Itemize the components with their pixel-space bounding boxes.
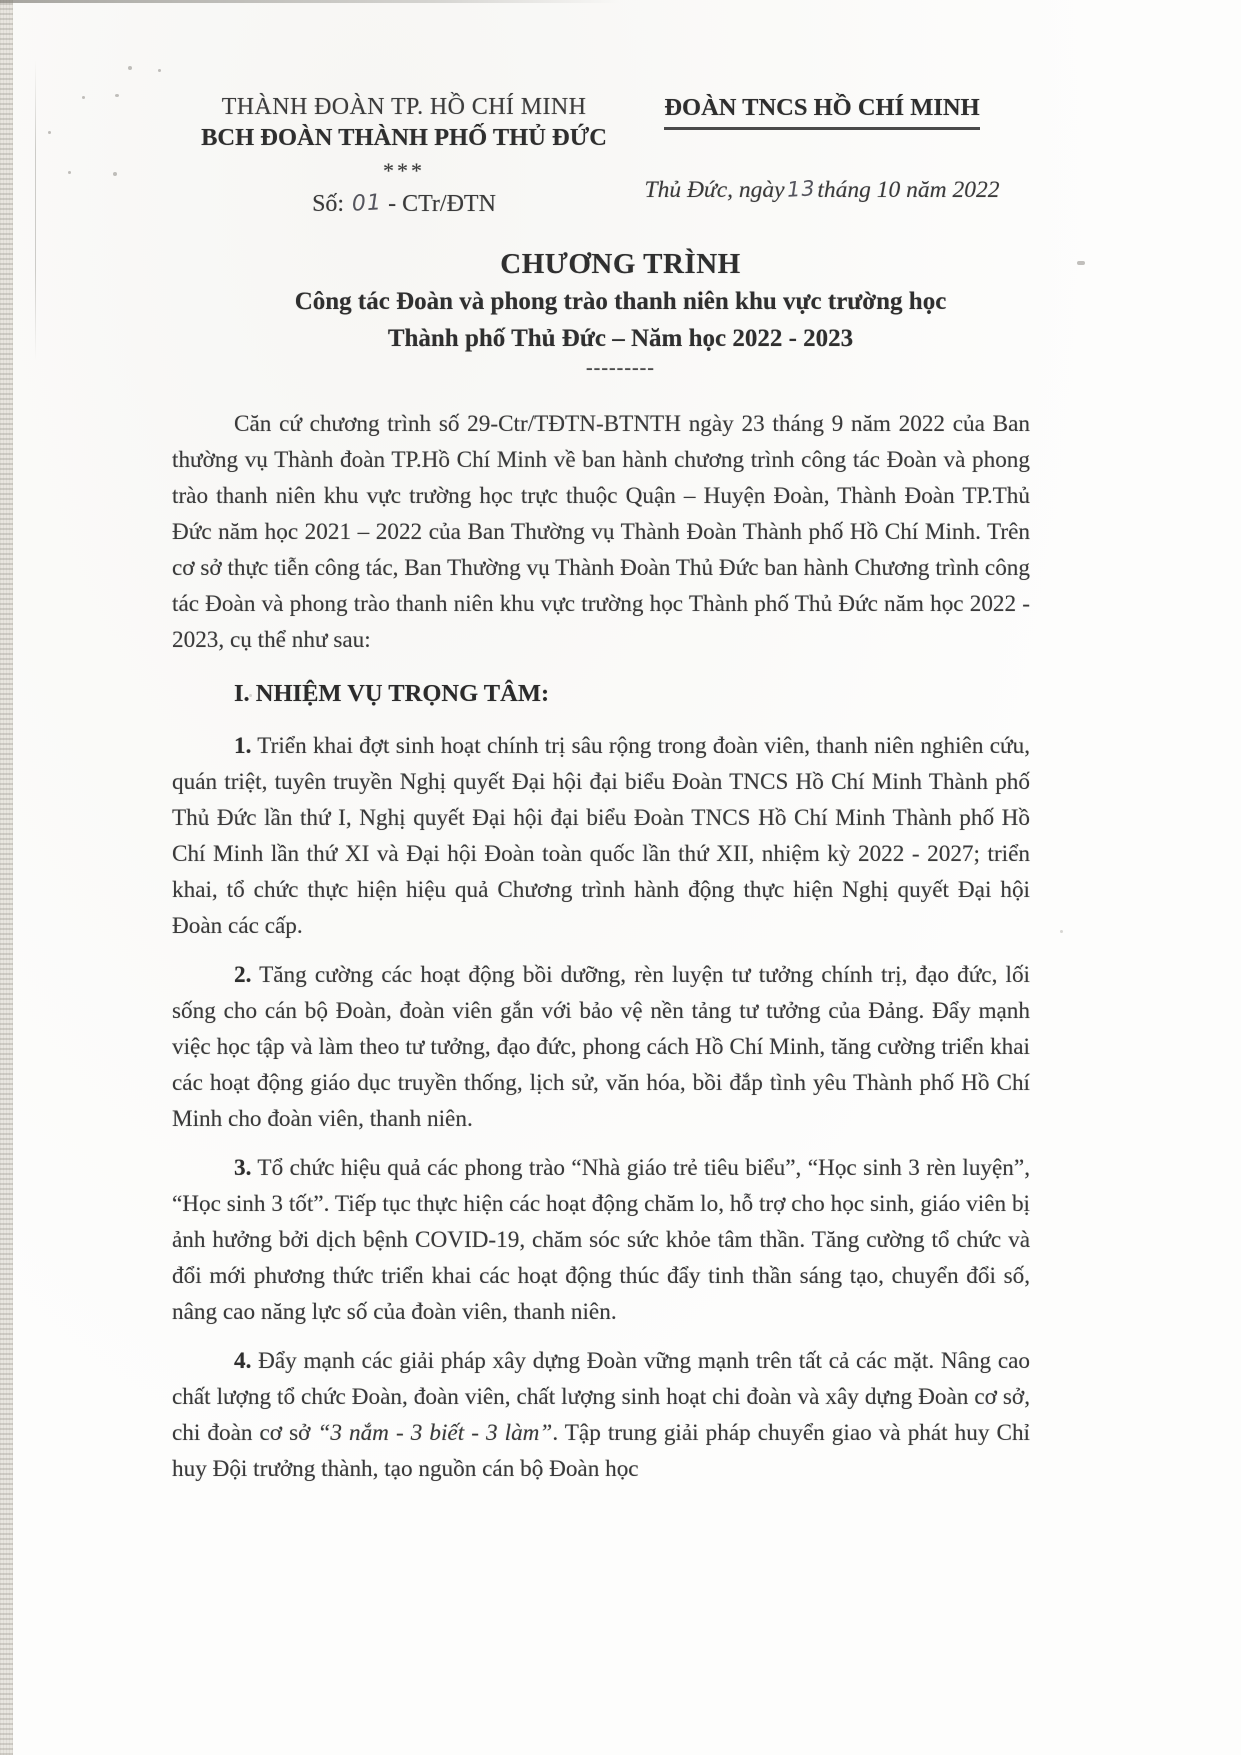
intro-paragraph: Căn cứ chương trình số 29-Ctr/TĐTN-BTNTH ngày 23 tháng 9 năm 2022 của Ban thường vụ Thành đoàn TP.Hồ Chí Minh về ban hành chương trình công tác Đoàn và phong trào thanh niên khu vực trường học trực thuộc Quận – Huyện Đoàn, Thành Đoàn TP.Thủ Đức năm học 2021 – 2022 của Ban Thường vụ Thành Đoàn Thành phố Hồ Chí Minh. Trên cơ sở thực tiễn công tác, Ban Thường vụ Thành Đoàn Thủ Đức ban hành Chương trình công tác Đoàn và phong trào thanh niên khu vực trường học Thành phố Thủ Đức năm học 2022 - 2023, cụ thể như sau: bbox=[172, 411, 1030, 653]
scan-top-edge-artifact bbox=[0, 0, 620, 3]
item-4-number: 4. bbox=[234, 1348, 252, 1374]
date-prefix: Thủ Đức, ngày bbox=[644, 177, 785, 203]
item-4-text-after: . Tập trung giải pháp chuyển giao và phát huy Chỉ huy Đội trưởng thành, tạo nguồn cán bộ Đoàn học bbox=[172, 1420, 1031, 1482]
scan-speck bbox=[113, 172, 117, 176]
body-item-4 bbox=[172, 1343, 1030, 1487]
date-suffix: tháng 10 năm 2022 bbox=[817, 177, 1000, 203]
item-1-number: 1. bbox=[234, 733, 252, 759]
body-item-1 bbox=[172, 728, 1030, 944]
item-4-italic-phrase: “3 nắm - 3 biết - 3 làm” bbox=[317, 1420, 553, 1446]
scan-speck bbox=[1060, 930, 1063, 933]
scan-speck bbox=[82, 96, 85, 99]
scan-speck bbox=[115, 94, 119, 97]
document-title: CHƯƠNG TRÌNH bbox=[500, 248, 741, 280]
scan-speck bbox=[128, 66, 132, 70]
document-number bbox=[168, 191, 640, 218]
item-4-text-before: Đẩy mạnh các giải pháp xây dựng Đoàn vững mạnh trên tất cả các mặt. Nâng cao chất lượng tổ chức Đoàn, đoàn viên, chất lượng sinh hoạt chi đoàn và xây dựng Đoàn cơ sở, chi đoàn cơ sở bbox=[172, 1348, 1030, 1446]
scan-edge-artifact bbox=[0, 0, 13, 1755]
scan-speck bbox=[68, 171, 71, 174]
document-body bbox=[172, 406, 1030, 1487]
paper-edge-line bbox=[35, 60, 36, 360]
national-org-block bbox=[641, 94, 1003, 218]
national-org-name: ĐOÀN TNCS HỒ CHÍ MINH bbox=[664, 94, 979, 130]
item-2-text: Tăng cường các hoạt động bồi dưỡng, rèn luyện tư tưởng chính trị, đạo đức, lối sống cho cán bộ Đoàn, đoàn viên gắn với bảo vệ nền tảng tư tưởng của Đảng. Đẩy mạnh việc học tập và làm theo tư tưởng, đạo đức, phong cách Hồ Chí Minh, tăng cường triển khai các hoạt động giáo dục truyền thống, lịch sử, văn hóa, bồi đắp tình yêu Thành phố Hồ Chí Minh cho đoàn viên, thanh niên. bbox=[172, 962, 1030, 1132]
document-subtitle-line2: Thành phố Thủ Đức – Năm học 2022 - 2023 bbox=[387, 325, 854, 352]
body-item-3 bbox=[172, 1150, 1030, 1330]
title-divider: --------- bbox=[586, 357, 655, 379]
date-day-handwritten: 13 bbox=[785, 176, 816, 202]
body-item-2 bbox=[172, 957, 1030, 1137]
place-date-line bbox=[641, 177, 1003, 204]
doc-number-handwritten: 01 bbox=[351, 190, 383, 217]
parent-org-name: THÀNH ĐOÀN TP. HỒ CHÍ MINH bbox=[221, 94, 587, 120]
document-header bbox=[0, 0, 1241, 218]
item-2-number: 2. bbox=[234, 962, 252, 988]
item-1-text: Triển khai đợt sinh hoạt chính trị sâu rộng trong đoàn viên, thanh niên nghiên cứu, quán triệt, tuyên truyền Nghị quyết Đại hội đại biểu Đoàn TNCS Hồ Chí Minh Thành phố Thủ Đức lần thứ I, Nghị quyết Đại hội đại biểu Đoàn TNCS Hồ Chí Minh Thành phố Hồ Chí Minh lần thứ XI và Đại hội Đoàn toàn quốc lần thứ XII, nhiệm kỳ 2022 - 2027; triển khai, tổ chức thực hiện hiệu quả Chương trình hành động thực hiện Nghị quyết Đại hội Đoàn các cấp. bbox=[172, 733, 1030, 939]
scan-speck bbox=[249, 694, 252, 697]
org-separator-stars: *** bbox=[383, 158, 425, 183]
item-3-number: 3. bbox=[234, 1155, 252, 1181]
doc-number-label: Số: bbox=[312, 191, 345, 217]
scan-speck bbox=[158, 69, 161, 72]
issuing-org-name: BCH ĐOÀN THÀNH PHỐ THỦ ĐỨC bbox=[201, 124, 607, 151]
issuing-org-block bbox=[168, 94, 640, 218]
item-3-text: Tổ chức hiệu quả các phong trào “Nhà giáo trẻ tiêu biểu”, “Học sinh 3 rèn luyện”, “Học sinh 3 tốt”. Tiếp tục thực hiện các hoạt động chăm lo, hỗ trợ cho học sinh, giáo viên bị ảnh hưởng bởi dịch bệnh COVID-19, chăm sóc sức khỏe tâm thần. Tăng cường tổ chức và đổi mới phương thức triển khai các hoạt động thúc đẩy tinh thần sáng tạo, chuyển đổi số, nâng cao năng lực số của đoàn viên, thanh niên. bbox=[172, 1155, 1030, 1325]
scan-speck bbox=[48, 131, 51, 134]
doc-number-suffix: - CTr/ĐTN bbox=[388, 191, 496, 217]
document-title-block bbox=[0, 248, 1241, 380]
scan-speck bbox=[1077, 261, 1085, 265]
document-subtitle-line1: Công tác Đoàn và phong trào thanh niên khu vực trường học bbox=[294, 288, 947, 315]
section-heading-1: I. NHIỆM VỤ TRỌNG TÂM: bbox=[234, 680, 550, 707]
